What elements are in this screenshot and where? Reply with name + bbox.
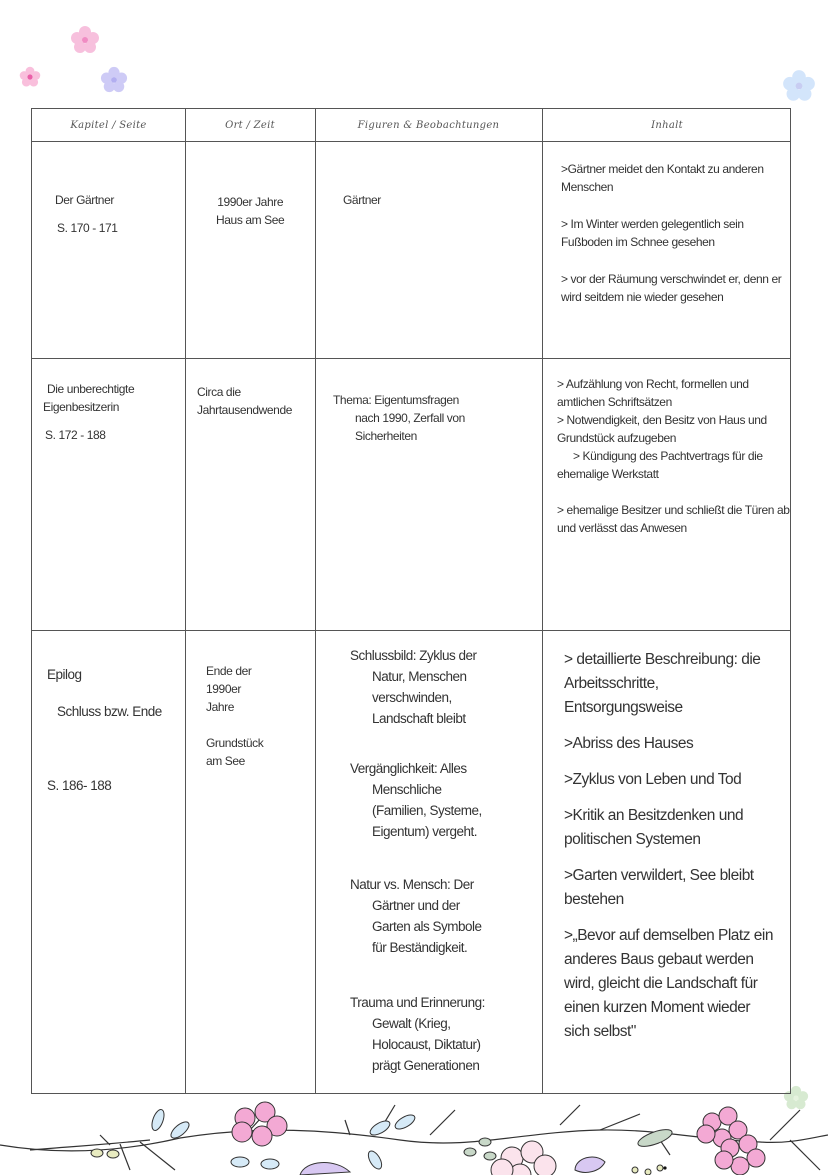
row3-ort [206, 662, 263, 770]
row2-ort [197, 383, 292, 419]
figuren-text: nach 1990, Zerfall von [355, 411, 465, 425]
row1-kapitel [55, 191, 118, 237]
pink-flower-icon [18, 66, 42, 88]
figuren-head: Vergänglichkeit: Alles [350, 761, 467, 776]
figuren-text: Gärtner [343, 193, 381, 207]
inhalt-point: > vor der Räumung verschwindet er, denn er wird seitdem nie wieder gesehen [561, 272, 782, 304]
row2-figuren [333, 391, 465, 445]
figuren-line: Natur, Menschen [372, 669, 467, 684]
chapter-title: Die unberechtigte [47, 382, 135, 396]
header-inhalt: Inhalt [651, 120, 683, 131]
chapter-subtitle: Schluss bzw. Ende [57, 704, 162, 719]
figuren-line: Gewalt (Krieg, [372, 1016, 451, 1031]
figuren-line: (Familien, Systeme, [372, 803, 482, 818]
row1-inhalt [561, 160, 783, 306]
row1-figuren [343, 191, 381, 209]
inhalt-point: > Aufzählung von Recht, formellen und amtlichen Schriftsätzen [557, 377, 749, 409]
pink-flower-icon [70, 25, 100, 55]
inhalt-point: >Garten verwildert, See bleibt bestehen [564, 867, 754, 908]
ort-line: Grundstück [206, 736, 264, 750]
figuren-head: Trauma und Erinnerung: [350, 995, 485, 1010]
column-divider [185, 109, 186, 1093]
row-divider [32, 358, 790, 359]
inhalt-point: > Im Winter werden gelegentlich sein Fußboden im Schnee gesehen [561, 217, 744, 249]
figuren-block-natur-mensch [350, 874, 485, 958]
figuren-line: verschwinden, [372, 690, 452, 705]
inhalt-point: > ehemalige Besitzer und schließt die Türen ab und verlässt das Anwesen [557, 503, 790, 535]
row2-inhalt [557, 375, 792, 537]
figuren-head: Natur vs. Mensch: Der [350, 877, 474, 892]
figuren-block-verganglichkeit [350, 758, 485, 842]
row-divider [32, 630, 790, 631]
figuren-line: Eigentum) vergeht. [372, 824, 478, 839]
inhalt-point: > Kündigung des Pachtvertrags für die ehemalige Werkstatt [557, 449, 763, 481]
inhalt-point: >Zyklus von Leben und Tod [564, 771, 742, 788]
ort-line: Jahrtausendwende [197, 403, 293, 417]
figuren-head: Schlussbild: Zyklus der [350, 648, 477, 663]
ort-line: Circa die [197, 385, 241, 399]
ort-line: am See [206, 754, 245, 768]
inhalt-point: > Notwendigkeit, den Besitz von Haus und Grundstück aufzugeben [557, 413, 767, 445]
figuren-line: Holocaust, Diktatur) [372, 1037, 481, 1052]
ort-line: Ende der [206, 664, 252, 678]
chapter-title: Eigenbesitzerin [43, 400, 120, 414]
inhalt-point: >Gärtner meidet den Kontakt zu anderen Menschen [561, 162, 764, 194]
inhalt-quote: >„Bevor auf demselben Platz ein anderes Baus gebaut werden wird, gleicht die Landschaft für einen kurzen Moment wieder sich selbst" [564, 927, 773, 1040]
ort-line: 1990er Jahre [217, 195, 284, 209]
figuren-line: Menschliche [372, 782, 442, 797]
inhalt-point: >Abriss des Hauses [564, 735, 694, 752]
figuren-line: Landschaft bleibt [372, 711, 466, 726]
light-blue-flower-icon [782, 69, 816, 103]
inhalt-point: > detaillierte Beschreibung: die Arbeitsschritte, Entsorgungsweise [564, 651, 761, 716]
column-divider [315, 109, 316, 1093]
ort-line: 1990er [206, 682, 241, 696]
ort-line: Jahre [206, 700, 235, 714]
figuren-block-schlussbild [350, 645, 485, 729]
header-kapitel: Kapitel / Seite [70, 120, 147, 131]
row3-kapitel [47, 665, 162, 796]
floral-vine-border-icon [0, 1100, 828, 1175]
row1-ort [216, 193, 284, 229]
figuren-text: Sicherheiten [355, 429, 417, 443]
figuren-block-trauma [350, 992, 485, 1076]
row3-inhalt [564, 648, 779, 1044]
header-figuren: Figuren & Beobachtungen [357, 120, 500, 131]
ort-line: Haus am See [216, 213, 285, 227]
chapter-pages: S. 172 - 188 [45, 428, 106, 442]
figuren-line: Gärtner und der [372, 898, 460, 913]
chapter-pages: S. 186- 188 [47, 778, 112, 793]
inhalt-point: >Kritik an Besitzdenken und politischen Systemen [564, 807, 744, 848]
header-ort: Ort / Zeit [225, 120, 275, 131]
summary-table [31, 108, 791, 1094]
figuren-text: Thema: Eigentumsfragen [333, 393, 459, 407]
lavender-flower-icon [100, 66, 128, 94]
column-divider [542, 109, 543, 1093]
chapter-title: Der Gärtner [55, 193, 114, 207]
chapter-title: Epilog [47, 667, 82, 682]
figuren-line: für Beständigkeit. [372, 940, 468, 955]
chapter-pages: S. 170 - 171 [57, 221, 118, 235]
figuren-line: Garten als Symbole [372, 919, 482, 934]
row3-figuren [350, 645, 485, 1076]
row2-kapitel [43, 380, 134, 444]
figuren-line: prägt Generationen [372, 1058, 480, 1073]
